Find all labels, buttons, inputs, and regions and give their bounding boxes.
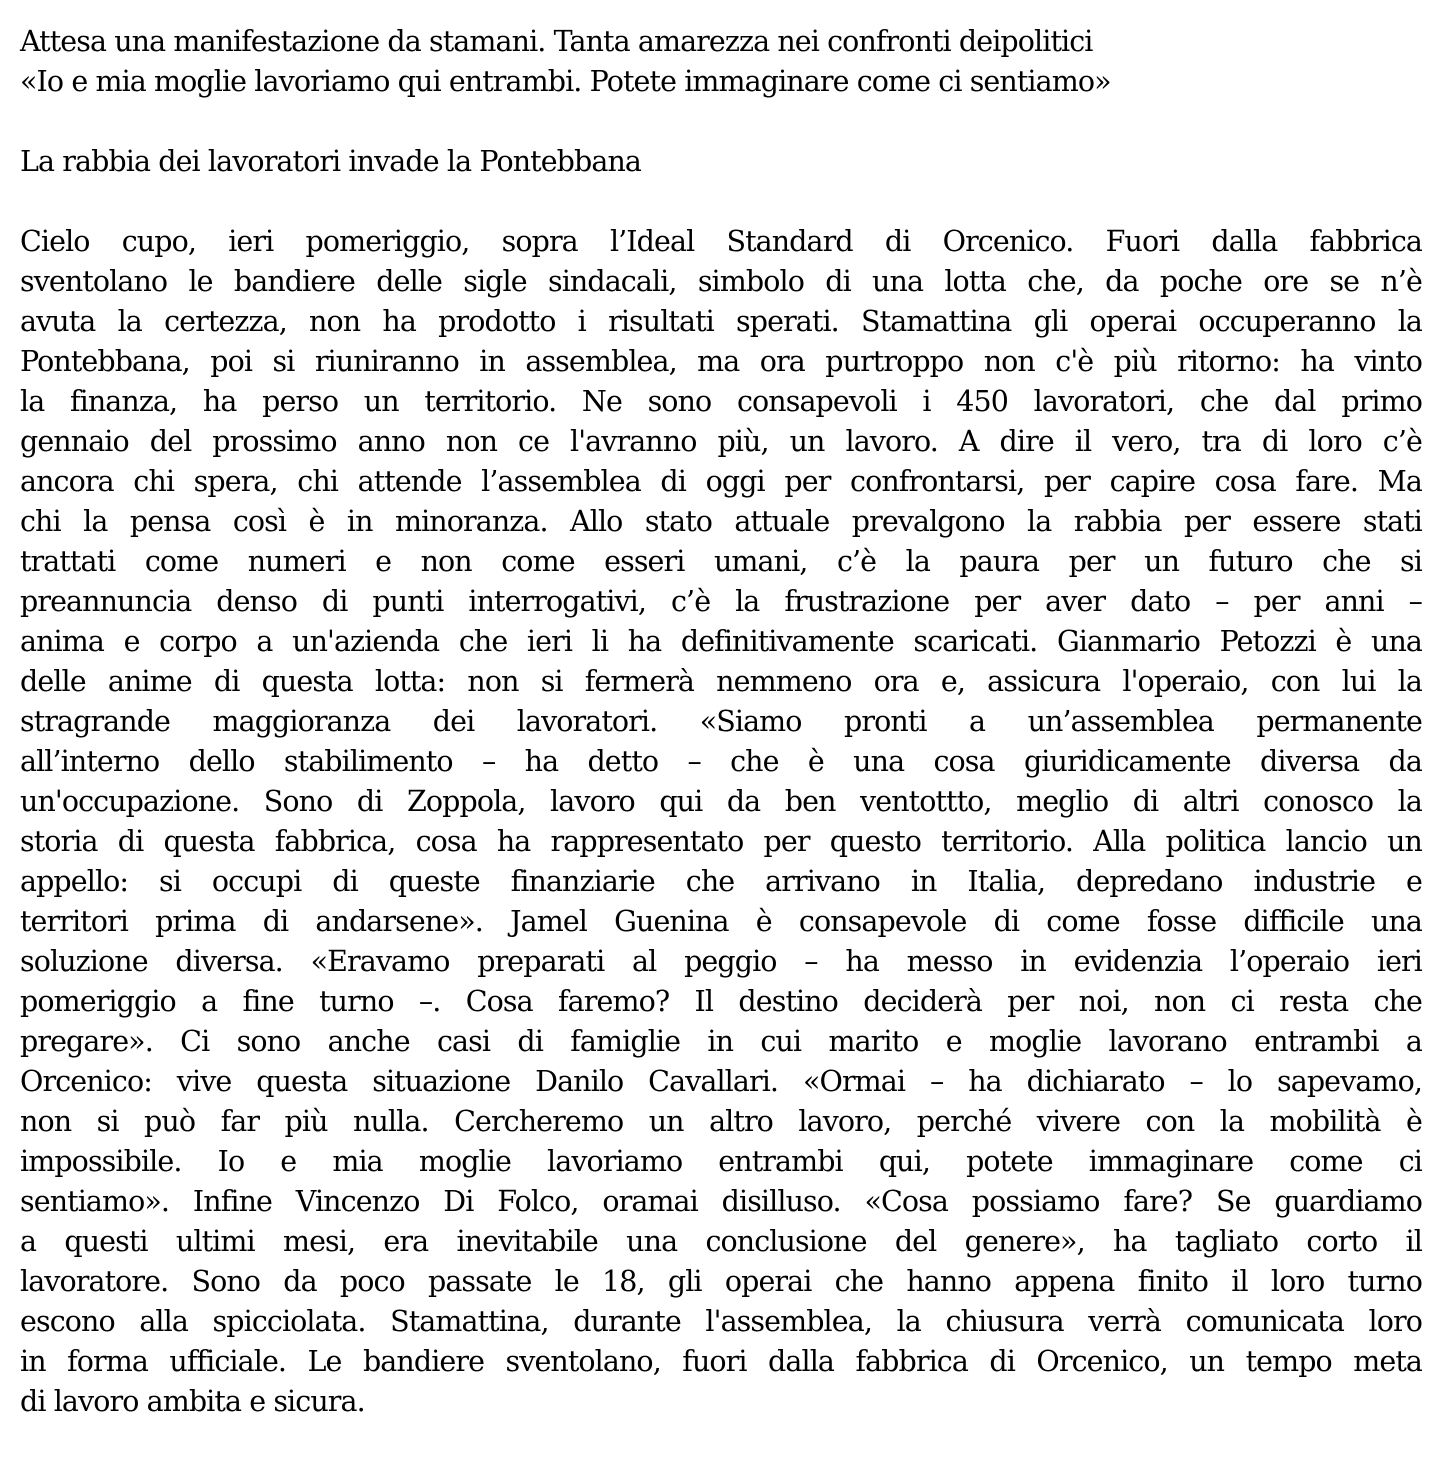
body-line: impossibile. Io e mia moglie lavoriamo entrambi qui, potete immaginare come ci xyxy=(20,1145,1422,1178)
body-line: la finanza, ha perso un territorio. Ne sono consapevoli i 450 lavoratori, che dal primo xyxy=(20,385,1422,418)
body-line: appello: si occupi di queste finanziarie che arrivano in Italia, depredano industrie e xyxy=(20,865,1422,898)
article-subtitle xyxy=(20,22,1422,102)
body-line: a questi ultimi mesi, era inevitabile una conclusione del genere», ha tagliato corto il xyxy=(20,1225,1422,1258)
body-line-last: di lavoro ambita e sicura. xyxy=(20,1385,365,1418)
body-line: pomeriggio a fine turno –. Cosa faremo? Il destino deciderà per noi, non ci resta che xyxy=(20,985,1422,1018)
body-line: pregare». Ci sono anche casi di famiglie in cui marito e moglie lavorano entrambi a xyxy=(20,1025,1422,1058)
article-headline-block xyxy=(20,142,1422,182)
body-line: territori prima di andarsene». Jamel Guenina è consapevole di come fosse difficile una xyxy=(20,905,1422,938)
body-line: stragrande maggioranza dei lavoratori. «Siamo pronti a un’assemblea permanente xyxy=(20,705,1422,738)
body-line: trattati come numeri e non come esseri umani, c’è la paura per un futuro che si xyxy=(20,545,1422,578)
body-line: soluzione diversa. «Eravamo preparati al peggio – ha messo in evidenzia l’operaio ieri xyxy=(20,945,1422,978)
spacer xyxy=(20,182,1422,222)
body-line: preannuncia denso di punti interrogativi, c’è la frustrazione per aver dato – per anni – xyxy=(20,585,1422,618)
spacer xyxy=(20,102,1422,142)
body-line: avuta la certezza, non ha prodotto i risultati sperati. Stamattina gli operai occuperanno la xyxy=(20,305,1422,338)
body-line: escono alla spicciolata. Stamattina, durante l'assemblea, la chiusura verrà comunicata loro xyxy=(20,1305,1422,1338)
body-line: lavoratore. Sono da poco passate le 18, gli operai che hanno appena finito il loro turno xyxy=(20,1265,1422,1298)
body-line: non si può far più nulla. Cercheremo un altro lavoro, perché vivere con la mobilità è xyxy=(20,1105,1422,1138)
body-line: gennaio del prossimo anno non ce l'avranno più, un lavoro. A dire il vero, tra di loro c’è xyxy=(20,425,1422,458)
body-line: delle anime di questa lotta: non si fermerà nemmeno ora e, assicura l'operaio, con lui la xyxy=(20,665,1422,698)
body-line: sventolano le bandiere delle sigle sindacali, simbolo di una lotta che, da poche ore se n’è xyxy=(20,265,1422,298)
body-line: anima e corpo a un'azienda che ieri li ha definitivamente scaricati. Gianmario Petozzi è una xyxy=(20,625,1422,658)
body-line: ancora chi spera, chi attende l’assemblea di oggi per confrontarsi, per capire cosa fare. Ma xyxy=(20,465,1422,498)
subtitle-line: Attesa una manifestazione da stamani. Tanta amarezza nei confronti deipolitici xyxy=(20,25,1093,58)
body-line: in forma ufficiale. Le bandiere sventolano, fuori dalla fabbrica di Orcenico, un tempo meta xyxy=(20,1345,1422,1378)
article xyxy=(20,22,1422,1422)
body-line: all’interno dello stabilimento – ha detto – che è una cosa giuridicamente diversa da xyxy=(20,745,1422,778)
body-line: Orcenico: vive questa situazione Danilo Cavallari. «Ormai – ha dichiarato – lo sapevamo, xyxy=(20,1065,1422,1098)
body-line: chi la pensa così è in minoranza. Allo stato attuale prevalgono la rabbia per essere stati xyxy=(20,505,1422,538)
body-line: Pontebbana, poi si riuniranno in assemblea, ma ora purtroppo non c'è più ritorno: ha vinto xyxy=(20,345,1422,378)
article-body xyxy=(20,222,1422,1422)
article-headline: La rabbia dei lavoratori invade la Pontebbana xyxy=(20,145,641,178)
body-line: sentiamo». Infine Vincenzo Di Folco, oramai disilluso. «Cosa possiamo fare? Se guardiamo xyxy=(20,1185,1422,1218)
subtitle-quote-line: «Io e mia moglie lavoriamo qui entrambi. Potete immaginare come ci sentiamo» xyxy=(20,65,1111,98)
body-line: storia di questa fabbrica, cosa ha rappresentato per questo territorio. Alla politica lancio un xyxy=(20,825,1422,858)
body-line: Cielo cupo, ieri pomeriggio, sopra l’Ideal Standard di Orcenico. Fuori dalla fabbrica xyxy=(20,225,1422,258)
body-line: un'occupazione. Sono di Zoppola, lavoro qui da ben ventottto, meglio di altri conosco la xyxy=(20,785,1422,818)
